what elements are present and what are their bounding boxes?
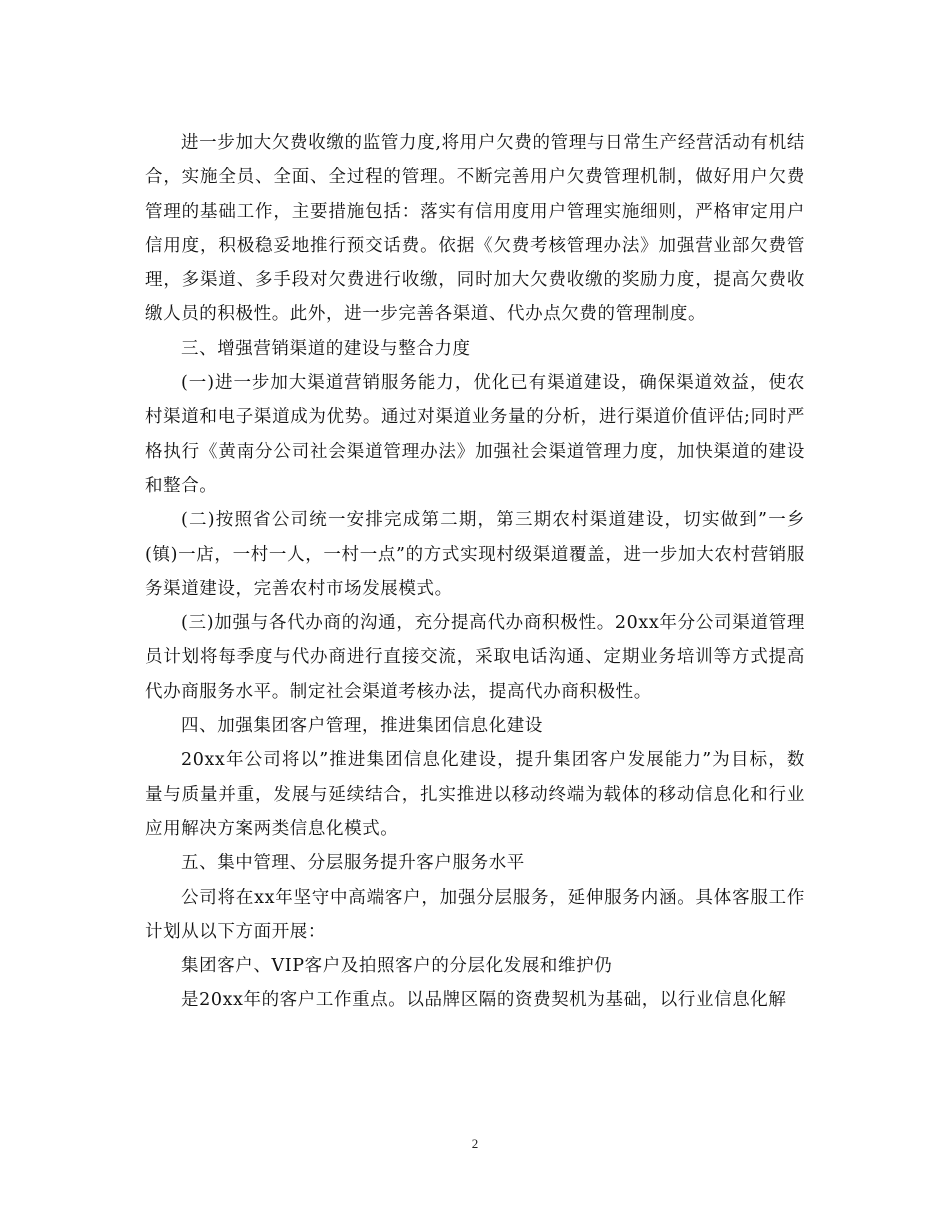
section-heading-3: 三、增强营销渠道的建设与整合力度 <box>181 338 471 359</box>
paragraph-rural-channels: (二)按照省公司统一安排完成第二期，第三期农村渠道建设，切实做到”一乡(镇)一店，一村一人，一村一点”的方式实现村级渠道覆盖，进一步加大农村营销服务渠道建设，完善农村市场发展模式。 <box>145 510 805 599</box>
paragraph-arrears-collection: 进一步加大欠费收缴的监管力度,将用户欠费的管理与日常生产经营活动有机结合，实施全员、全面、全过程的管理。不断完善用户欠费管理机制，做好用户欠费管理的基础工作，主要措施包括：落实有信用度用户管理实施细则，严格审定用户信用度，积极稳妥地推行预交话费。依据《欠费考核管理办法》加强营业部欠费管理，多渠道、多手段对欠费进行收缴，同时加大欠费收缴的奖励力度，提高欠费收缴人员的积极性。此外，进一步完善各渠道、代办点欠费的管理制度。 <box>145 133 805 325</box>
paragraph-vip-customers: 集团客户、VIP客户及拍照客户的分层化发展和维护仍 <box>181 956 613 977</box>
paragraph-brand-tariff: 是20xx年的客户工作重点。以品牌区隔的资费契机为基础，以行业信息化解 <box>181 990 787 1011</box>
paragraph-channel-capacity: (一)进一步加大渠道营销服务能力，优化已有渠道建设，确保渠道效益，使农村渠道和电子渠道成为优势。通过对渠道业务量的分析，进行渠道价值评估;同时严格执行《黄南分公司社会渠道管理办法》加强社会渠道管理力度，加快渠道的建设和整合。 <box>145 373 805 496</box>
document-body <box>145 126 805 1018</box>
paragraph-agent-communication: (三)加强与各代办商的沟通，充分提高代办商积极性。20xx年分公司渠道管理员计划将每季度与代办商进行直接交流，采取电话沟通、定期业务培训等方式提高代办商服务水平。制定社会渠道考核办法，提高代办商积极性。 <box>145 613 805 702</box>
page-number: 2 <box>471 1136 479 1151</box>
section-heading-4: 四、加强集团客户管理，推进集团信息化建设 <box>181 716 543 737</box>
paragraph-group-informatization: 20xx年公司将以”推进集团信息化建设，提升集团客户发展能力”为目标，数量与质量并重，发展与延续结合，扎实推进以移动终端为载体的移动信息化和行业应用解决方案两类信息化模式。 <box>145 750 805 839</box>
paragraph-customer-service-plan: 公司将在xx年坚守中高端客户，加强分层服务，延伸服务内涵。具体客服工作计划从以下方面开展： <box>145 887 805 942</box>
section-heading-5: 五、集中管理、分层服务提升客户服务水平 <box>181 853 525 874</box>
